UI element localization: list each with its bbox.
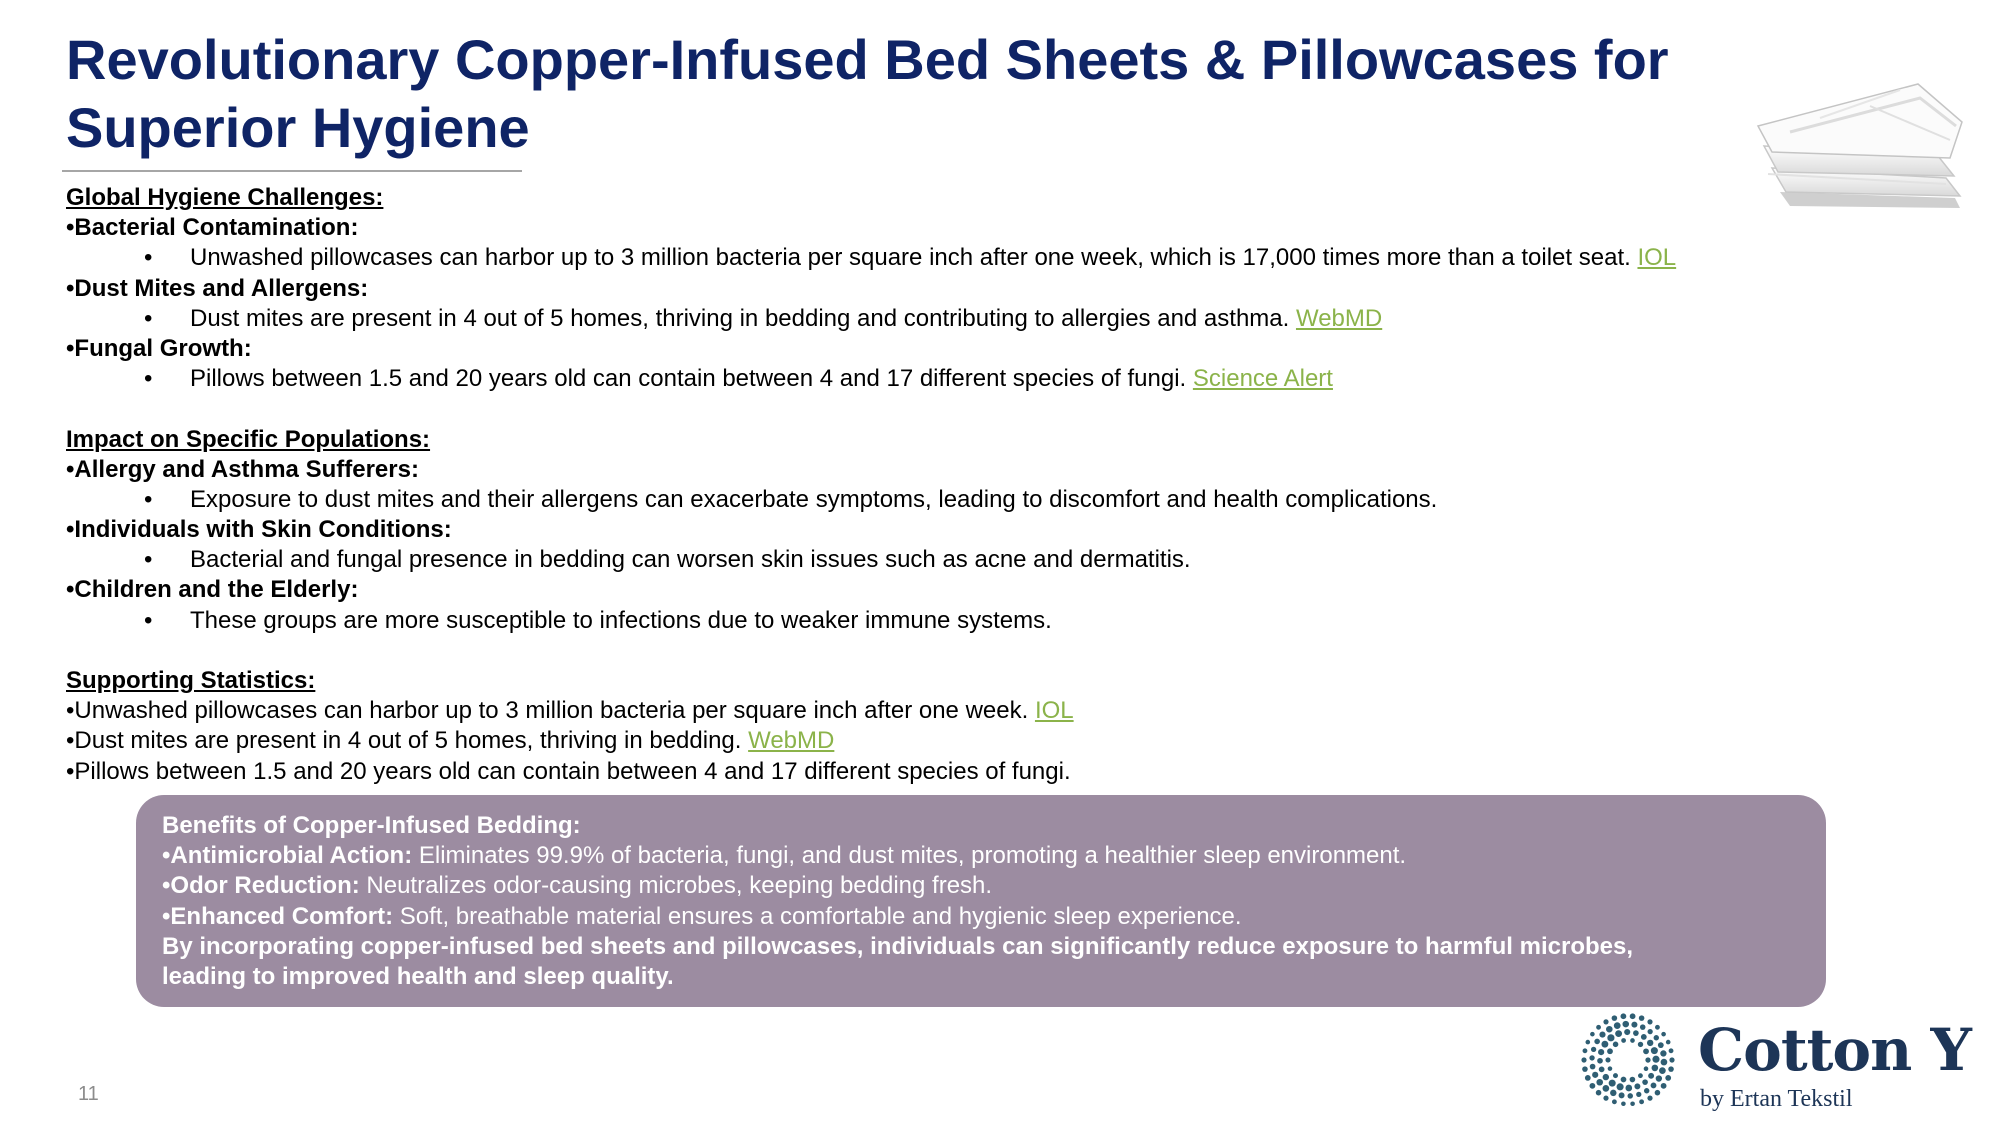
source-link-webmd[interactable]: WebMD — [748, 727, 835, 755]
logo-dot — [1617, 1083, 1624, 1090]
logo-dot — [1596, 1025, 1601, 1030]
logo-dot — [1630, 1038, 1635, 1043]
logo-dot — [1613, 1073, 1618, 1078]
logo-dot — [1603, 1019, 1608, 1024]
logo-dot — [1623, 1021, 1630, 1027]
logo-dot — [1585, 1075, 1591, 1081]
content-body — [66, 183, 1766, 787]
benefit-label: •Odor Reduction: — [162, 872, 360, 900]
logo-dot — [1647, 1096, 1652, 1101]
logo-dot — [1621, 1077, 1627, 1083]
logo-dot — [1651, 1047, 1658, 1054]
logo-dot — [1639, 1015, 1645, 1021]
benefit-text: Soft, breathable material ensures a comfortable and hygienic sleep experience. — [393, 902, 1242, 930]
logo-dot — [1621, 1038, 1626, 1043]
logo-dot — [1599, 1067, 1605, 1073]
logo-dot — [1589, 1055, 1594, 1060]
logo-dot — [1596, 1079, 1603, 1086]
logo-dot — [1633, 1030, 1639, 1036]
sub-bullet-allergy — [66, 485, 1766, 515]
sub-bullet-marker: • — [144, 485, 153, 513]
logo-dot — [1661, 1032, 1666, 1037]
logo-dot — [1631, 1022, 1637, 1028]
logo-dot — [1656, 1075, 1662, 1081]
benefit-comfort — [162, 902, 1800, 932]
benefit-odor — [162, 871, 1800, 901]
sub-bullet-text: Pillows between 1.5 and 20 years old can contain between 4 and 17 different species of fungi. — [190, 365, 1193, 393]
logo-dot — [1644, 1088, 1649, 1093]
logo-dot — [1583, 1048, 1588, 1053]
stat-text: •Dust mites are present in 4 out of 5 homes, thriving in bedding. — [66, 727, 749, 755]
logo-dot — [1659, 1067, 1666, 1074]
source-link-science-alert[interactable]: Science Alert — [1192, 365, 1333, 393]
logo-dot — [1601, 1041, 1608, 1048]
logo-dot — [1630, 1101, 1635, 1106]
stat-item-fungi — [66, 757, 1766, 787]
logo-dot — [1592, 1072, 1598, 1078]
sub-bullet-marker: • — [144, 546, 153, 574]
bullet-children-elderly: •Children and the Elderly: — [66, 576, 359, 604]
benefit-antimicrobial — [162, 841, 1800, 871]
logo-dot — [1655, 1025, 1660, 1030]
sub-bullet-marker: • — [144, 304, 153, 332]
logo-dot — [1655, 1090, 1661, 1096]
stat-item-dust-mites — [66, 726, 1766, 756]
benefit-text: Neutralizes odor-causing microbes, keeping bedding fresh. — [359, 872, 993, 900]
logo-dot — [1666, 1040, 1671, 1045]
page-number: 11 — [78, 1083, 99, 1105]
logo-dot — [1642, 1079, 1648, 1085]
logo-dot — [1669, 1048, 1674, 1053]
logo-dot — [1621, 1013, 1627, 1019]
sub-bullet-marker: • — [144, 244, 153, 272]
sub-bullet-fungal — [66, 364, 1766, 394]
slide-title: Revolutionary Copper-Infused Bed Sheets & Pillowcases for Superior Hygiene — [66, 28, 1669, 159]
section-heading-impact: Impact on Specific Populations: — [66, 425, 431, 453]
bullet-dust-mites: •Dust Mites and Allergens: — [66, 274, 369, 302]
logo-dot — [1607, 1048, 1613, 1054]
logo-dot — [1645, 1057, 1650, 1062]
section-heading-global: Global Hygiene Challenges: — [66, 184, 384, 211]
logo-dot — [1640, 1024, 1646, 1030]
logo-dot — [1612, 1099, 1617, 1104]
logo-dot — [1648, 1029, 1653, 1034]
bullet-fungal-growth: •Fungal Growth: — [66, 334, 252, 362]
logo-dot — [1630, 1077, 1636, 1083]
logo-dot — [1660, 1050, 1666, 1056]
benefits-conclusion-line-2: leading to improved health and sleep quality. — [162, 963, 674, 991]
logo-dot — [1651, 1082, 1657, 1088]
stat-text: •Unwashed pillowcases can harbor up to 3 million bacteria per square inch after one week. — [66, 697, 1035, 725]
logo-dot — [1603, 1085, 1610, 1092]
logo-dot — [1599, 1032, 1605, 1038]
sub-bullet-text: Bacterial and fungal presence in bedding can worsen skin issues such as acne and dermatitis. — [190, 546, 1191, 574]
logo-dot — [1596, 1090, 1602, 1096]
logo-dot — [1614, 1022, 1621, 1029]
logo-dot — [1582, 1066, 1588, 1072]
logo-dot — [1661, 1059, 1668, 1066]
sub-bullet-text: Exposure to dust mites and their allergens can exacerbate symptoms, leading to discomfort and health complications. — [190, 485, 1438, 513]
benefits-callout — [136, 795, 1826, 1007]
logo-dot — [1590, 1083, 1596, 1089]
cotton-y-logo — [1578, 1010, 1978, 1115]
logo-dot — [1624, 1029, 1630, 1035]
logo-dot — [1630, 1013, 1636, 1019]
logo-dot — [1597, 1058, 1603, 1064]
logo-dot — [1619, 1092, 1625, 1098]
logo-dot — [1609, 1080, 1616, 1087]
logo-dot — [1603, 1074, 1609, 1080]
sub-bullet-skin — [66, 545, 1766, 575]
logo-dot — [1581, 1057, 1586, 1062]
logo-dot — [1621, 1101, 1626, 1106]
logo-dot — [1607, 1034, 1614, 1041]
sub-bullet-children — [66, 606, 1766, 636]
logo-dot — [1628, 1093, 1634, 1099]
logo-dot — [1615, 1030, 1622, 1037]
logo-dot — [1661, 1083, 1667, 1089]
logo-dot — [1639, 1099, 1644, 1104]
bullet-skin-conditions: •Individuals with Skin Conditions: — [66, 516, 452, 544]
sub-bullet-text: Dust mites are present in 4 out of 5 homes, thriving in bedding and contributing to allergies and asthma. — [190, 304, 1296, 332]
sub-bullet-marker: • — [144, 606, 153, 634]
title-divider — [62, 170, 522, 172]
logo-dot-ring-icon — [1578, 1010, 1678, 1110]
logo-dot — [1634, 1083, 1640, 1089]
benefits-conclusion-line-1: By incorporating copper-infused bed sheets and pillowcases, individuals can significantly reduce exposure to harmful microbes, — [162, 932, 1634, 960]
logo-dot — [1652, 1056, 1659, 1063]
logo-dot — [1598, 1049, 1604, 1055]
folded-sheets-image — [1750, 60, 1980, 220]
benefits-heading: Benefits of Copper-Infused Bedding: — [162, 812, 581, 839]
logo-dot — [1586, 1040, 1591, 1045]
logo-dot — [1643, 1048, 1649, 1054]
logo-dot — [1665, 1075, 1671, 1081]
logo-dot — [1652, 1065, 1659, 1072]
logo-dot — [1647, 1040, 1653, 1046]
logo-dot — [1658, 1042, 1664, 1048]
logo-dot — [1605, 1057, 1610, 1062]
logo-dot — [1591, 1047, 1596, 1052]
logo-dot — [1606, 1026, 1613, 1033]
stat-text: •Pillows between 1.5 and 20 years old can contain between 4 and 17 different species of fungi. — [66, 757, 1071, 785]
bullet-bacterial-contamination: •Bacterial Contamination: — [66, 214, 359, 242]
benefit-label: •Antimicrobial Action: — [162, 842, 413, 870]
logo-dot — [1647, 1019, 1652, 1024]
source-link-iol[interactable]: IOL — [1034, 697, 1074, 725]
section-heading-stats: Supporting Statistics: — [66, 667, 316, 694]
logo-dot — [1654, 1035, 1659, 1040]
logo-dot — [1668, 1066, 1674, 1072]
sub-bullet-marker: • — [144, 365, 153, 393]
logo-dot — [1603, 1096, 1608, 1101]
source-link-webmd[interactable]: WebMD — [1295, 304, 1383, 332]
logo-dot — [1636, 1092, 1641, 1097]
logo-dot — [1610, 1090, 1616, 1096]
logo-dot — [1669, 1057, 1674, 1062]
spacer — [66, 636, 1766, 666]
logo-dot — [1625, 1085, 1632, 1092]
stat-item-bacteria — [66, 696, 1766, 726]
logo-dot — [1594, 1039, 1600, 1045]
logo-dot — [1590, 1032, 1595, 1037]
logo-dot — [1648, 1073, 1654, 1079]
logo-dot — [1638, 1073, 1643, 1078]
sub-bullet-bacterial — [66, 243, 1766, 273]
sub-bullet-dust-mites — [66, 304, 1766, 334]
bullet-allergy-asthma: •Allergy and Asthma Sufferers: — [66, 455, 419, 483]
logo-subtitle: by Ertan Tekstil — [1700, 1086, 1853, 1112]
logo-dot — [1608, 1066, 1613, 1071]
spacer — [66, 394, 1766, 424]
source-link-iol[interactable]: IOL — [1637, 244, 1677, 272]
logo-dot — [1644, 1066, 1649, 1071]
logo-dot — [1638, 1042, 1643, 1047]
sub-bullet-text: Unwashed pillowcases can harbor up to 3 million bacteria per square inch after one week, which is 17,000 times more than a toilet seat. — [190, 244, 1638, 272]
logo-dot — [1613, 1042, 1619, 1048]
logo-dot — [1641, 1034, 1647, 1040]
sub-bullet-text: These groups are more susceptible to infections due to weaker immune systems. — [190, 606, 1052, 634]
benefit-text: Eliminates 99.9% of bacteria, fungi, and dust mites, promoting a healthier sleep environment. — [412, 842, 1407, 870]
benefit-label: •Enhanced Comfort: — [162, 902, 394, 930]
logo-wordmark: Cotton Y — [1698, 1016, 1971, 1084]
logo-dot — [1612, 1015, 1618, 1021]
logo-dot — [1590, 1064, 1596, 1070]
